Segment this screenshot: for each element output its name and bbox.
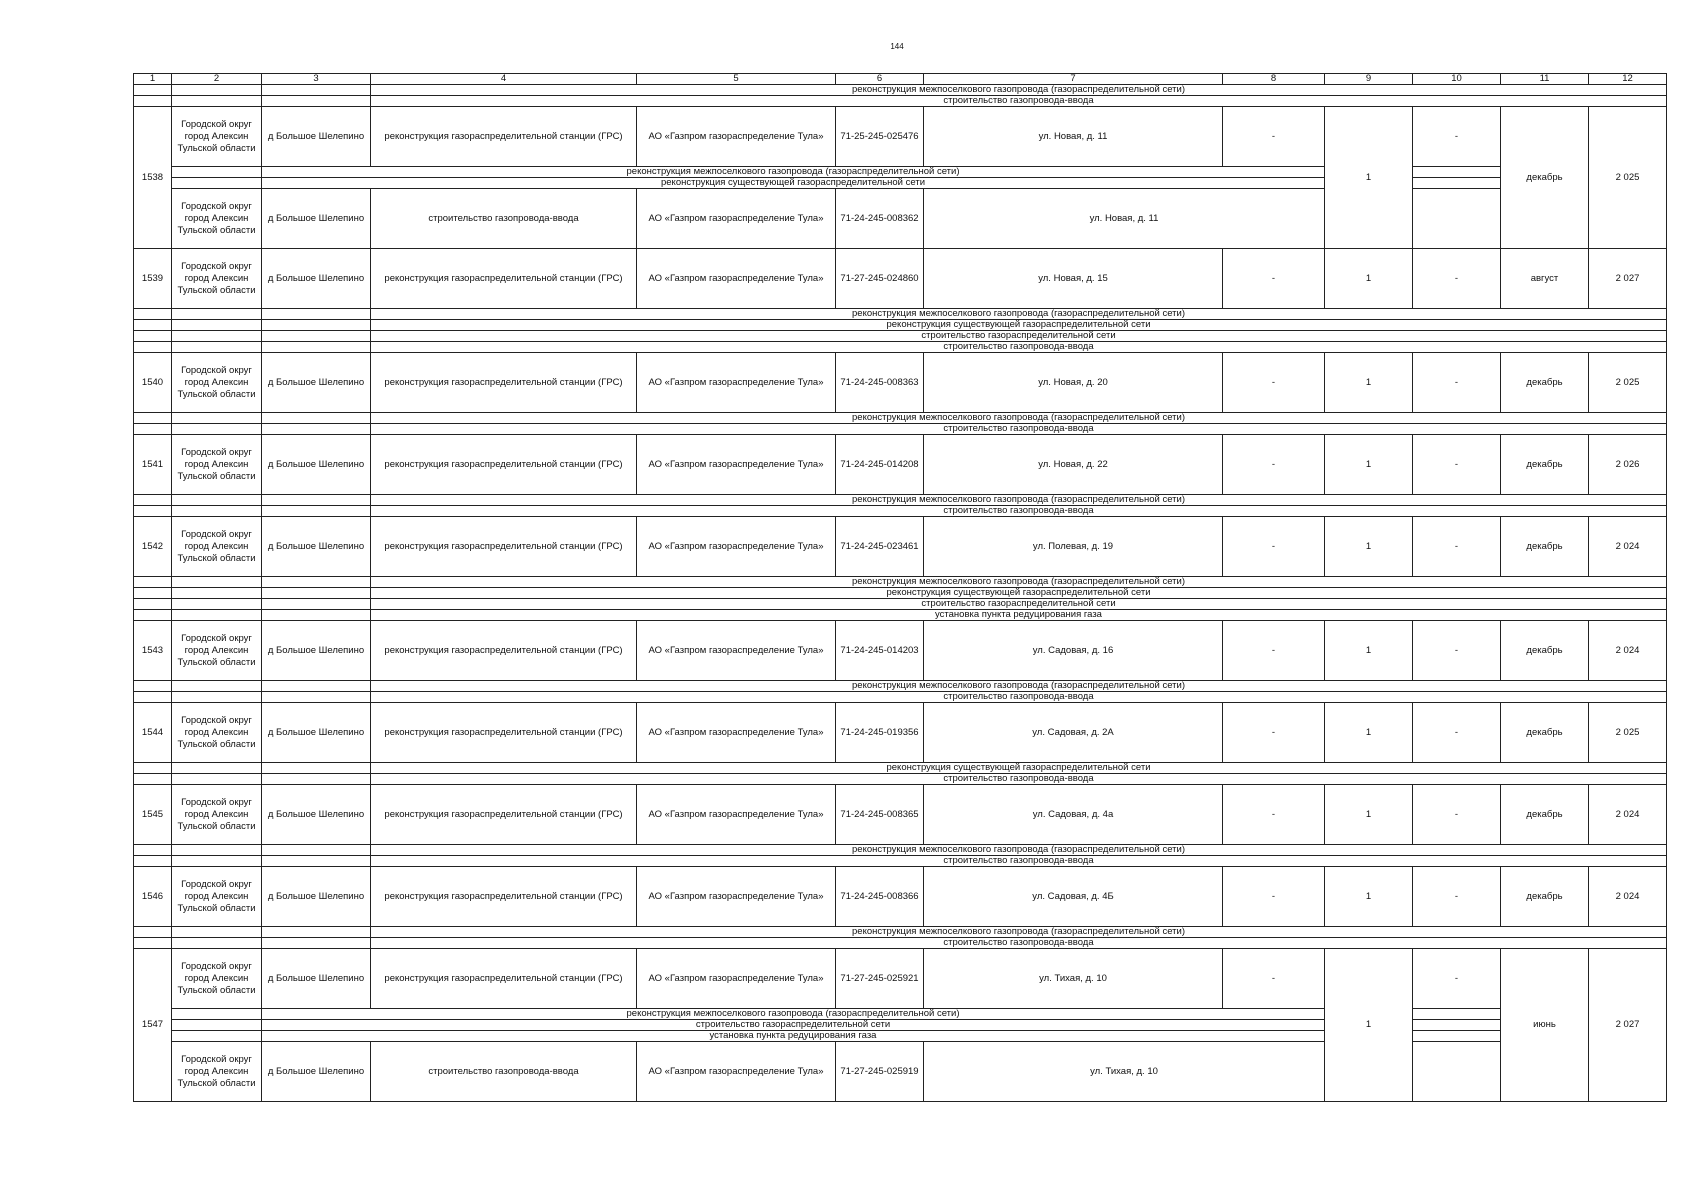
address-cell: ул. Полевая, д. 19: [924, 517, 1223, 577]
value-cell: 1: [1325, 435, 1413, 495]
year-cell: 2 027: [1589, 949, 1667, 1102]
work-type-row: реконструкция межпоселкового газопровода (газораспределительной сети): [371, 577, 1667, 588]
value-cell: -: [1413, 867, 1501, 927]
operator-cell: АО «Газпром газораспределение Тула»: [637, 435, 836, 495]
month-cell: декабрь: [1501, 107, 1589, 249]
work-type-row: строительство газопровода-ввода: [371, 506, 1667, 517]
year-cell: 2 026: [1589, 435, 1667, 495]
work-type-row: строительство газораспределительной сети: [371, 331, 1667, 342]
column-header: 5: [637, 74, 836, 85]
code-cell: 71-27-245-025921: [836, 949, 924, 1009]
work-type-row: строительство газопровода-ввода: [371, 342, 1667, 353]
code-cell: 71-27-245-025919: [836, 1042, 924, 1102]
year-cell: 2 025: [1589, 107, 1667, 249]
village-cell: д Большое Шелепино: [262, 1042, 371, 1102]
district-cell: Городской округ город Алексин Тульской области: [172, 1042, 262, 1102]
object-cell: реконструкция газораспределительной станции (ГРС): [371, 249, 637, 309]
village-cell: д Большое Шелепино: [262, 249, 371, 309]
work-type-row: установка пункта редуцирования газа: [371, 610, 1667, 621]
entry-number: 1544: [134, 703, 172, 763]
district-cell: Городской округ город Алексин Тульской области: [172, 949, 262, 1009]
address-cell: ул. Новая, д. 15: [924, 249, 1223, 309]
table-row: [134, 353, 1667, 413]
object-cell: реконструкция газораспределительной станции (ГРС): [371, 621, 637, 681]
column-header: 3: [262, 74, 371, 85]
month-cell: декабрь: [1501, 517, 1589, 577]
work-type-row: строительство газопровода-ввода: [371, 96, 1667, 107]
column-header: 7: [924, 74, 1223, 85]
work-type-row: строительство газопровода-ввода: [371, 856, 1667, 867]
entry-number: 1539: [134, 249, 172, 309]
column-number-row: [134, 74, 1667, 85]
operator-cell: АО «Газпром газораспределение Тула»: [637, 867, 836, 927]
code-cell: 71-24-245-008363: [836, 353, 924, 413]
village-cell: д Большое Шелепино: [262, 785, 371, 845]
month-cell: декабрь: [1501, 703, 1589, 763]
work-type-row: строительство газораспределительной сети: [262, 1020, 1325, 1031]
operator-cell: АО «Газпром газораспределение Тула»: [637, 107, 836, 167]
entry-number: 1547: [134, 949, 172, 1102]
value-cell: -: [1413, 703, 1501, 763]
column-header: 10: [1413, 74, 1501, 85]
entry-number: 1546: [134, 867, 172, 927]
operator-cell: АО «Газпром газораспределение Тула»: [637, 517, 836, 577]
entry-number: 1543: [134, 621, 172, 681]
value-cell: 1: [1325, 107, 1413, 249]
year-cell: 2 027: [1589, 249, 1667, 309]
table-row: [134, 785, 1667, 845]
month-cell: декабрь: [1501, 621, 1589, 681]
column-header: 6: [836, 74, 924, 85]
column-header: 9: [1325, 74, 1413, 85]
entry-number: 1538: [134, 107, 172, 249]
village-cell: д Большое Шелепино: [262, 867, 371, 927]
column-header: 11: [1501, 74, 1589, 85]
table-row: [134, 703, 1667, 763]
work-type-row: строительство газораспределительной сети: [371, 599, 1667, 610]
value-cell: -: [1413, 621, 1501, 681]
village-cell: д Большое Шелепино: [262, 517, 371, 577]
work-type-row: реконструкция межпоселкового газопровода (газораспределительной сети): [371, 413, 1667, 424]
address-cell: ул. Садовая, д. 16: [924, 621, 1223, 681]
district-cell: Городской округ город Алексин Тульской области: [172, 435, 262, 495]
operator-cell: АО «Газпром газораспределение Тула»: [637, 785, 836, 845]
value-cell: -: [1223, 621, 1325, 681]
code-cell: 71-25-245-025476: [836, 107, 924, 167]
code-cell: 71-24-245-019356: [836, 703, 924, 763]
district-cell: Городской округ город Алексин Тульской области: [172, 703, 262, 763]
value-cell: 1: [1325, 517, 1413, 577]
value-cell: -: [1223, 517, 1325, 577]
village-cell: д Большое Шелепино: [262, 621, 371, 681]
value-cell: -: [1223, 249, 1325, 309]
value-cell: 1: [1325, 867, 1413, 927]
district-cell: Городской округ город Алексин Тульской области: [172, 353, 262, 413]
table-row: [134, 189, 1667, 249]
address-cell: ул. Новая, д. 22: [924, 435, 1223, 495]
value-cell: -: [1223, 785, 1325, 845]
object-cell: реконструкция газораспределительной станции (ГРС): [371, 107, 637, 167]
address-cell: ул. Тихая, д. 10: [924, 1042, 1325, 1102]
code-cell: 71-24-245-008365: [836, 785, 924, 845]
object-cell: реконструкция газораспределительной станции (ГРС): [371, 435, 637, 495]
village-cell: д Большое Шелепино: [262, 703, 371, 763]
year-cell: 2 025: [1589, 353, 1667, 413]
district-cell: Городской округ город Алексин Тульской области: [172, 249, 262, 309]
code-cell: 71-24-245-014208: [836, 435, 924, 495]
table-row: [134, 621, 1667, 681]
work-type-row: реконструкция существующей газораспределительной сети: [262, 178, 1325, 189]
value-cell: 1: [1325, 785, 1413, 845]
object-cell: реконструкция газораспределительной станции (ГРС): [371, 353, 637, 413]
object-cell: реконструкция газораспределительной станции (ГРС): [371, 949, 637, 1009]
district-cell: Городской округ город Алексин Тульской области: [172, 785, 262, 845]
entry-number: 1540: [134, 353, 172, 413]
village-cell: д Большое Шелепино: [262, 189, 371, 249]
column-header: 12: [1589, 74, 1667, 85]
village-cell: д Большое Шелепино: [262, 435, 371, 495]
value-cell: 1: [1325, 353, 1413, 413]
village-cell: д Большое Шелепино: [262, 107, 371, 167]
village-cell: д Большое Шелепино: [262, 353, 371, 413]
operator-cell: АО «Газпром газораспределение Тула»: [637, 621, 836, 681]
month-cell: июнь: [1501, 949, 1589, 1102]
value-cell: -: [1223, 703, 1325, 763]
month-cell: август: [1501, 249, 1589, 309]
operator-cell: АО «Газпром газораспределение Тула»: [637, 189, 836, 249]
value-cell: 1: [1325, 703, 1413, 763]
district-cell: Городской округ город Алексин Тульской области: [172, 517, 262, 577]
object-cell: реконструкция газораспределительной станции (ГРС): [371, 785, 637, 845]
object-cell: строительство газопровода-ввода: [371, 1042, 637, 1102]
year-cell: 2 024: [1589, 867, 1667, 927]
work-type-row: реконструкция существующей газораспределительной сети: [371, 320, 1667, 331]
value-cell: -: [1223, 949, 1325, 1009]
district-cell: Городской округ город Алексин Тульской области: [172, 621, 262, 681]
month-cell: декабрь: [1501, 435, 1589, 495]
gas-works-table: [133, 73, 1667, 1102]
month-cell: декабрь: [1501, 867, 1589, 927]
value-cell: -: [1413, 107, 1501, 167]
district-cell: Городской округ город Алексин Тульской области: [172, 189, 262, 249]
column-header: 4: [371, 74, 637, 85]
work-type-row: реконструкция существующей газораспределительной сети: [371, 763, 1667, 774]
operator-cell: АО «Газпром газораспределение Тула»: [637, 1042, 836, 1102]
work-type-row: реконструкция межпоселкового газопровода (газораспределительной сети): [371, 85, 1667, 96]
value-cell: 1: [1325, 249, 1413, 309]
work-type-row: реконструкция межпоселкового газопровода (газораспределительной сети): [371, 845, 1667, 856]
year-cell: 2 024: [1589, 785, 1667, 845]
entry-number: 1545: [134, 785, 172, 845]
month-cell: декабрь: [1501, 785, 1589, 845]
column-header: 8: [1223, 74, 1325, 85]
value-cell: -: [1223, 435, 1325, 495]
value-cell: 1: [1325, 621, 1413, 681]
year-cell: 2 024: [1589, 517, 1667, 577]
column-header: 2: [172, 74, 262, 85]
operator-cell: АО «Газпром газораспределение Тула»: [637, 949, 836, 1009]
year-cell: 2 025: [1589, 703, 1667, 763]
operator-cell: АО «Газпром газораспределение Тула»: [637, 353, 836, 413]
value-cell: -: [1413, 249, 1501, 309]
value-cell: -: [1413, 785, 1501, 845]
operator-cell: АО «Газпром газораспределение Тула»: [637, 703, 836, 763]
district-cell: Городской округ город Алексин Тульской области: [172, 867, 262, 927]
work-type-row: реконструкция межпоселкового газопровода (газораспределительной сети): [371, 495, 1667, 506]
value-cell: 1: [1325, 949, 1413, 1102]
work-type-row: реконструкция межпоселкового газопровода (газораспределительной сети): [371, 681, 1667, 692]
object-cell: реконструкция газораспределительной станции (ГРС): [371, 703, 637, 763]
address-cell: ул. Новая, д. 20: [924, 353, 1223, 413]
work-type-row: реконструкция межпоселкового газопровода (газораспределительной сети): [262, 1009, 1325, 1020]
address-cell: ул. Новая, д. 11: [924, 189, 1325, 249]
year-cell: 2 024: [1589, 621, 1667, 681]
table-row: [134, 949, 1667, 1009]
table-row: [134, 435, 1667, 495]
code-cell: 71-27-245-024860: [836, 249, 924, 309]
village-cell: д Большое Шелепино: [262, 949, 371, 1009]
table-row: [134, 517, 1667, 577]
work-type-row: реконструкция межпоселкового газопровода (газораспределительной сети): [262, 167, 1325, 178]
work-type-row: строительство газопровода-ввода: [371, 938, 1667, 949]
work-type-row: строительство газопровода-ввода: [371, 692, 1667, 703]
value-cell: -: [1413, 517, 1501, 577]
value-cell: -: [1223, 107, 1325, 167]
district-cell: Городской округ город Алексин Тульской области: [172, 107, 262, 167]
address-cell: ул. Тихая, д. 10: [924, 949, 1223, 1009]
address-cell: ул. Садовая, д. 2А: [924, 703, 1223, 763]
entry-number: 1542: [134, 517, 172, 577]
month-cell: декабрь: [1501, 353, 1589, 413]
column-header: 1: [134, 74, 172, 85]
value-cell: -: [1413, 353, 1501, 413]
code-cell: 71-24-245-008366: [836, 867, 924, 927]
entry-number: 1541: [134, 435, 172, 495]
object-cell: реконструкция газораспределительной станции (ГРС): [371, 517, 637, 577]
page-number: 144: [890, 42, 904, 51]
work-type-row: строительство газопровода-ввода: [371, 774, 1667, 785]
work-type-row: строительство газопровода-ввода: [371, 424, 1667, 435]
operator-cell: АО «Газпром газораспределение Тула»: [637, 249, 836, 309]
code-cell: 71-24-245-023461: [836, 517, 924, 577]
table-row: [134, 249, 1667, 309]
work-type-row: реконструкция межпоселкового газопровода (газораспределительной сети): [371, 927, 1667, 938]
address-cell: ул. Садовая, д. 4Б: [924, 867, 1223, 927]
code-cell: 71-24-245-008362: [836, 189, 924, 249]
table-row: [134, 107, 1667, 167]
work-type-row: реконструкция межпоселкового газопровода (газораспределительной сети): [371, 309, 1667, 320]
object-cell: строительство газопровода-ввода: [371, 189, 637, 249]
object-cell: реконструкция газораспределительной станции (ГРС): [371, 867, 637, 927]
address-cell: ул. Новая, д. 11: [924, 107, 1223, 167]
value-cell: -: [1413, 949, 1501, 1009]
table-row: [134, 1042, 1667, 1102]
value-cell: -: [1223, 867, 1325, 927]
table-row: [134, 867, 1667, 927]
code-cell: 71-24-245-014203: [836, 621, 924, 681]
address-cell: ул. Садовая, д. 4а: [924, 785, 1223, 845]
value-cell: -: [1223, 353, 1325, 413]
work-type-row: установка пункта редуцирования газа: [262, 1031, 1325, 1042]
value-cell: -: [1413, 435, 1501, 495]
work-type-row: реконструкция существующей газораспределительной сети: [371, 588, 1667, 599]
